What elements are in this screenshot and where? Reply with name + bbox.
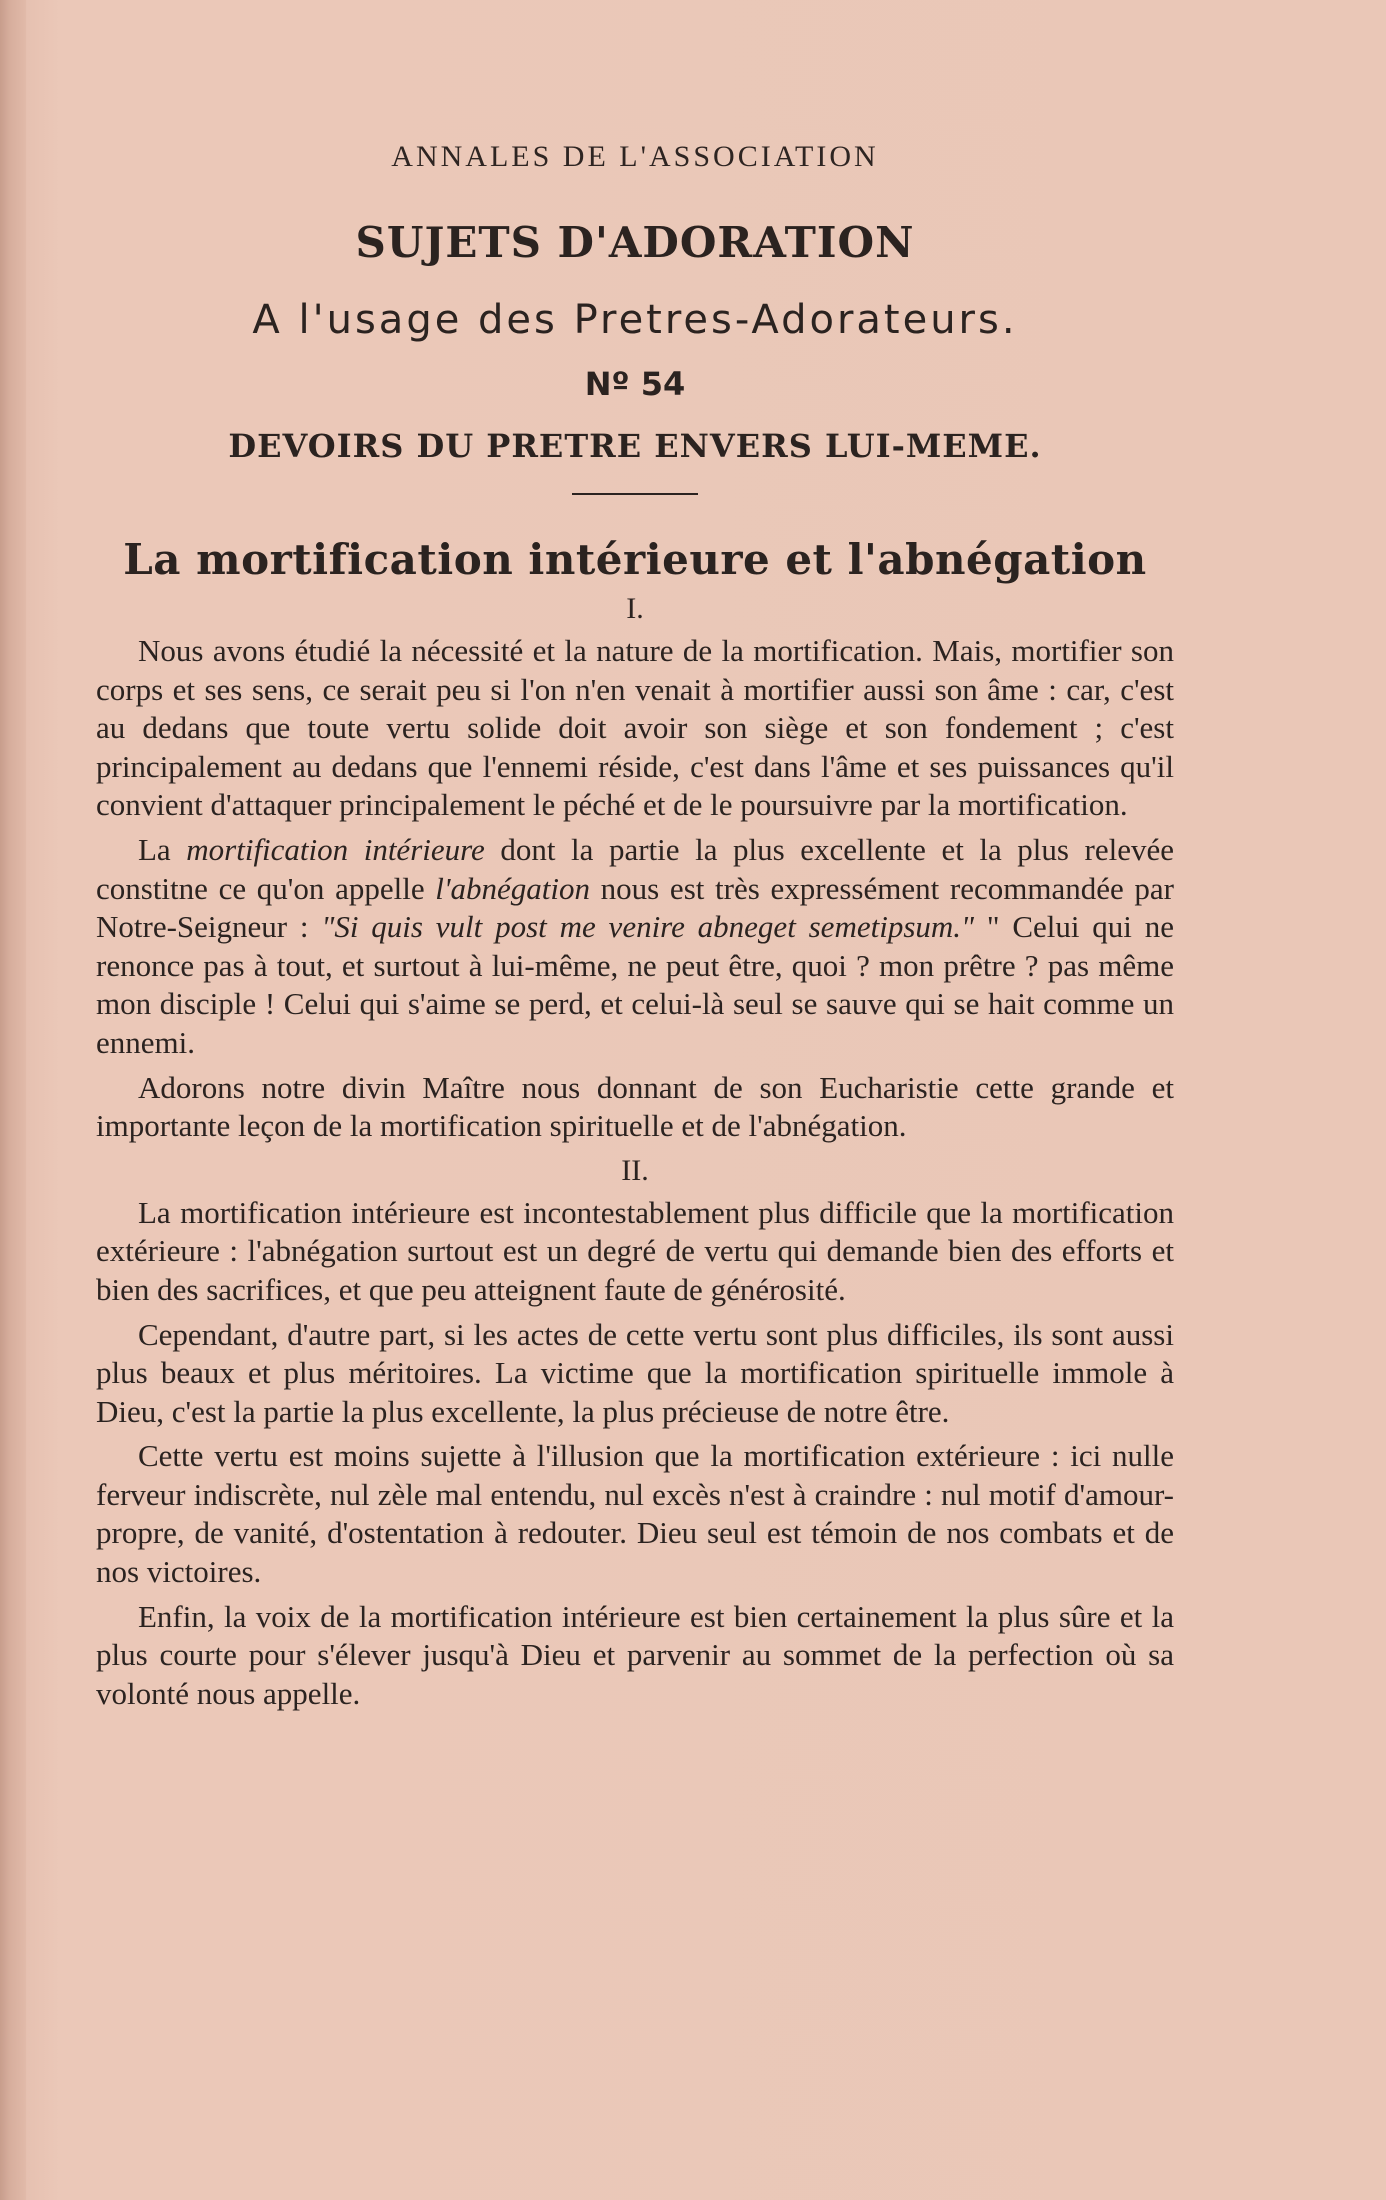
part-numeral-1: I. — [626, 592, 644, 625]
paragraph — [96, 831, 1174, 1063]
text-run: nous est très expressément recommandée par Notre-Seigneur : — [96, 870, 1174, 945]
page-title: SUJETS D'ADORATION — [355, 218, 915, 267]
text-run: dont la partie la plus excellente et la plus relevée constitne ce qu'on appelle — [96, 831, 1175, 906]
part-numeral-2: II. — [621, 1153, 649, 1187]
paragraph: Cependant, d'autre part, si les actes de cette vertu sont plus difficiles, ils sont aussi plus beaux et plus méritoires. La victime que la mortification spirituelle immole à Dieu, c'est la partie la plus excellente, la plus précieuse de notre être. — [96, 1316, 1174, 1429]
latin-quote: "Si quis vult post me venire abneget semetipsum." — [321, 909, 975, 945]
paragraph: Adorons notre divin Maître nous donnant de son Eucharistie cette grande et importante leçon de la mortification spirituelle et de l'abnégation. — [96, 1069, 1174, 1144]
issue-number: Nº 54 — [584, 365, 686, 403]
paragraph: Enfin, la voix de la mortification intérieure est bien certainement la plus sûre et la plus courte pour s'élever jusqu'à Dieu et parvenir au sommet de la perfection où sa volonté nous appelle. — [96, 1598, 1174, 1711]
running-head: ANNALES DE L'ASSOCIATION — [391, 140, 879, 173]
paragraph: Nous avons étudié la nécessité et la nature de la mortification. Mais, mortifier son corps et ses sens, ce serait peu si l'on n'en venait à mortifier aussi son âme : car, c'est au dedans que toute vertu solide doit avoir son siège et son fondement ; c'est principalement au dedans que l'ennemi réside, c'est dans l'âme et ses puissances qu'il convient d'attaquer principalement le péché et de le poursuivre par la mortification. — [96, 633, 1174, 823]
italic-term: l'abnégation — [435, 870, 590, 906]
page-content — [96, 140, 1174, 1719]
page-subtitle: A l'usage des Pretres-Adorateurs. — [252, 297, 1018, 343]
divider-rule — [572, 493, 698, 495]
paragraph: Cette vertu est moins sujette à l'illusion que la mortification extérieure : ici nulle ferveur indiscrète, nul zèle mal entendu, nul excès n'est à craindre : nul motif d'amour-propre, de vanité, d'ostentation à redouter. Dieu seul est témoin de nos combats et de nos victoires. — [96, 1438, 1174, 1590]
topic-heading: La mortification intérieure et l'abnégation — [123, 535, 1147, 584]
italic-term: mortification intérieure — [186, 831, 485, 867]
section-heading: DEVOIRS DU PRETRE ENVERS LUI-MEME. — [228, 427, 1042, 465]
text-run: " Celui qui ne renonce pas à tout, et surtout à lui-même, ne peut être, quoi ? mon prêtre ? pas même mon disciple ! Celui qui s'aime se perd, et celui-là seul se sauve qui se hait comme un ennemi. — [96, 909, 1174, 1060]
book-spine-shadow — [0, 0, 26, 2200]
text-run: La — [138, 831, 187, 867]
paragraph: La mortification intérieure est incontestablement plus difficile que la mortification extérieure : l'abnégation surtout est un degré de vertu qui demande bien des efforts et bien des sacrifices, et que peu atteignent faute de générosité. — [96, 1194, 1174, 1307]
